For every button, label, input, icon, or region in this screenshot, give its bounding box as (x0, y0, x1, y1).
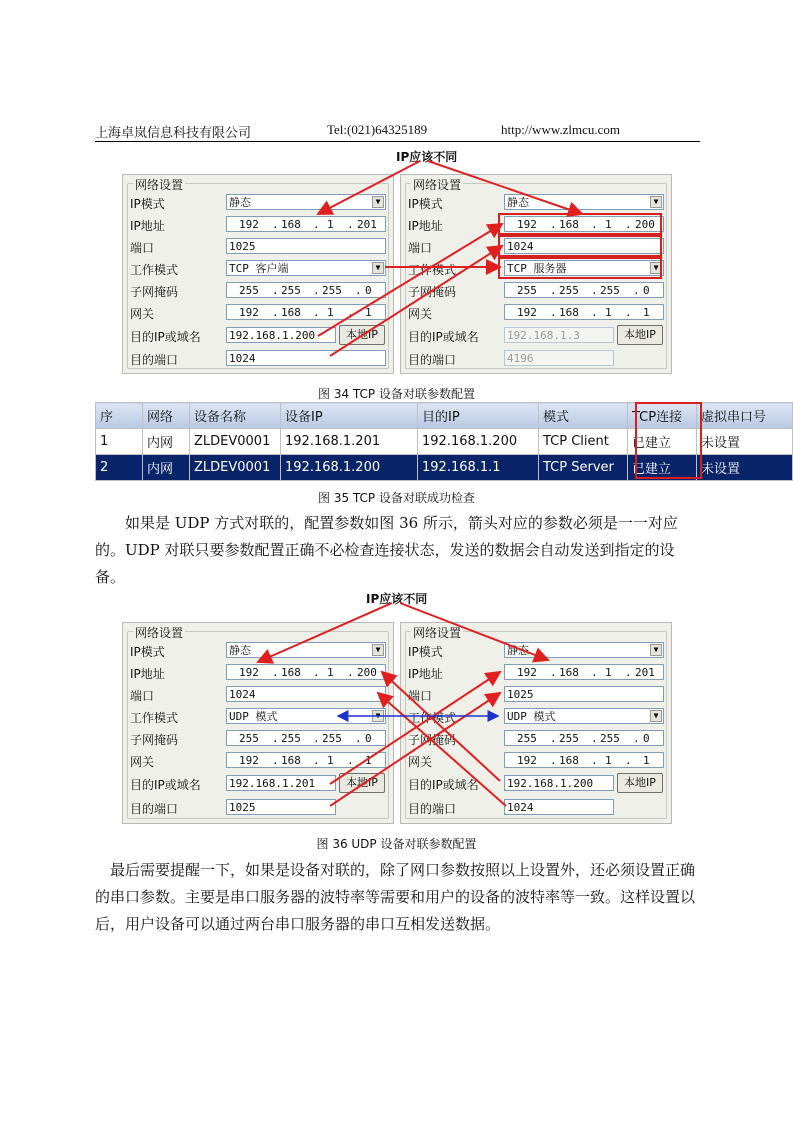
dest-ip-field[interactable]: 192.168.1.200 (226, 327, 336, 343)
label-work-mode: 工作模式 (408, 711, 457, 725)
label-port: 端口 (408, 241, 433, 255)
label-ip-address: IP地址 (408, 667, 443, 681)
label-ip-mode: IP模式 (130, 645, 165, 659)
label-subnet: 子网掩码 (130, 285, 179, 299)
cell: 未设置 (697, 455, 793, 481)
dest-ip-field[interactable]: 192.168.1.200 (504, 775, 614, 791)
label-dest-ip: 目的IP或域名 (408, 330, 479, 344)
gateway-field[interactable]: 192 . 168 . 1 . 1 (504, 304, 664, 320)
page-header (95, 121, 700, 142)
cell: ZLDEV0001 (190, 455, 281, 481)
port-field[interactable]: 1024 (226, 686, 386, 702)
label-port: 端口 (408, 689, 433, 703)
col-header[interactable]: 目的IP (418, 403, 539, 429)
paragraph: 最后需要提醒一下，如果是设备对联的，除了网口参数按照以上设置外，还必须设置正确的串口参数。主要是串口服务器的波特率等需要和用户的设备的波特率等一致。这样设置以后，用户设备可以通过两台串口服务器的串口互相发送数据。 (95, 861, 696, 933)
label-work-mode: 工作模式 (130, 263, 179, 277)
cell: TCP Client (539, 429, 628, 455)
ip-address-field[interactable]: 192 . 168 . 1 . 200 (504, 216, 664, 232)
label-dest-ip: 目的IP或域名 (130, 778, 201, 792)
label-work-mode: 工作模式 (130, 711, 179, 725)
label-port: 端口 (130, 241, 155, 255)
label-subnet: 子网掩码 (408, 285, 457, 299)
chevron-down-icon[interactable]: ▼ (650, 196, 662, 208)
label-gateway: 网关 (130, 755, 155, 769)
cell: 已建立 (628, 429, 697, 455)
cell: 内网 (143, 455, 190, 481)
col-header[interactable]: TCP连接 (628, 403, 697, 429)
col-header[interactable]: 网络 (143, 403, 190, 429)
cell: 1 (96, 429, 143, 455)
ip-mode-select[interactable]: 静态 ▼ (226, 194, 386, 210)
figure-caption: 图 36 UDP 设备对联参数配置 (316, 837, 477, 851)
highlight-box (498, 213, 662, 235)
header-tel: Tel:(021)64325189 (327, 122, 428, 137)
figure-caption: 图 34 TCP 设备对联参数配置 (318, 387, 475, 401)
subnet-field[interactable]: 255 . 255 . 255 . 0 (504, 282, 664, 298)
port-field[interactable]: 1025 (226, 238, 386, 254)
label-gateway: 网关 (130, 307, 155, 321)
dest-ip-field: 192.168.1.3 (504, 327, 614, 343)
cell: 内网 (143, 429, 190, 455)
ip-address-field[interactable]: 192 . 168 . 1 . 201 (504, 664, 664, 680)
group-legend: 网络设置 (135, 626, 184, 640)
gateway-field[interactable]: 192 . 168 . 1 . 1 (226, 752, 386, 768)
label-ip-address: IP地址 (408, 219, 443, 233)
header-company: 上海卓岚信息科技有限公司 (95, 126, 252, 141)
gateway-field[interactable]: 192 . 168 . 1 . 1 (226, 304, 386, 320)
label-subnet: 子网掩码 (130, 733, 179, 747)
label-dest-port: 目的端口 (130, 802, 179, 816)
label-dest-port: 目的端口 (408, 802, 457, 816)
col-header[interactable]: 虚拟串口号 (697, 403, 793, 429)
ip-address-field[interactable]: 192 . 168 . 1 . 201 (226, 216, 386, 232)
work-mode-select[interactable]: UDP 模式 ▼ (504, 708, 664, 724)
label-ip-mode: IP模式 (408, 197, 443, 211)
cell: 192.168.1.200 (418, 429, 539, 455)
cell: 未设置 (697, 429, 793, 455)
dest-port-field[interactable]: 1024 (504, 799, 614, 815)
cell: ZLDEV0001 (190, 429, 281, 455)
annotation-ip-differs: IP应该不同 (366, 592, 428, 606)
fig36-left-panel (122, 622, 394, 824)
col-header[interactable]: 设备IP (281, 403, 418, 429)
local-ip-button[interactable]: 本地IP (339, 773, 385, 793)
chevron-down-icon[interactable]: ▼ (372, 262, 384, 274)
local-ip-button[interactable]: 本地IP (339, 325, 385, 345)
fig34-left-panel (122, 174, 394, 374)
cell: 2 (96, 455, 143, 481)
chevron-down-icon[interactable]: ▼ (650, 262, 662, 274)
fig36-right-panel (400, 622, 672, 824)
work-mode-select[interactable]: UDP 模式 ▼ (226, 708, 386, 724)
dest-port-field[interactable]: 1024 (226, 350, 386, 366)
cell: 192.168.1.200 (281, 455, 418, 481)
label-gateway: 网关 (408, 755, 433, 769)
annotation-ip-differs: IP应该不同 (396, 150, 458, 164)
cell: 192.168.1.201 (281, 429, 418, 455)
subnet-field[interactable]: 255 . 255 . 255 . 0 (226, 282, 386, 298)
label-ip-mode: IP模式 (130, 197, 165, 211)
label-dest-port: 目的端口 (408, 353, 457, 367)
cell: 192.168.1.1 (418, 455, 539, 481)
label-dest-ip: 目的IP或域名 (130, 330, 201, 344)
label-dest-ip: 目的IP或域名 (408, 778, 479, 792)
label-dest-port: 目的端口 (130, 353, 179, 367)
label-work-mode: 工作模式 (408, 263, 457, 277)
col-header[interactable]: 模式 (539, 403, 628, 429)
label-gateway: 网关 (408, 307, 433, 321)
chevron-down-icon[interactable]: ▼ (650, 644, 662, 656)
port-field[interactable]: 1024 (504, 238, 664, 254)
group-legend: 网络设置 (413, 626, 462, 640)
chevron-down-icon[interactable]: ▼ (372, 644, 384, 656)
highlight-box (498, 235, 662, 257)
dest-port-field: 4196 (504, 350, 614, 366)
subnet-field[interactable]: 255 . 255 . 255 . 0 (504, 730, 664, 746)
col-header[interactable]: 序 (96, 403, 143, 429)
cell: TCP Server (539, 455, 628, 481)
label-port: 端口 (130, 689, 155, 703)
highlight-box (498, 257, 662, 279)
subnet-field[interactable]: 255 . 255 . 255 . 0 (226, 730, 386, 746)
port-field[interactable]: 1025 (504, 686, 664, 702)
cell: 已建立 (628, 455, 697, 481)
work-mode-select[interactable]: TCP 服务器 ▼ (504, 260, 664, 276)
chevron-down-icon[interactable]: ▼ (372, 196, 384, 208)
label-ip-address: IP地址 (130, 667, 165, 681)
work-mode-select[interactable]: TCP 客户端 ▼ (226, 260, 386, 276)
ip-mode-select[interactable]: 静态 ▼ (504, 194, 664, 210)
group-legend: 网络设置 (135, 178, 184, 192)
local-ip-button[interactable]: 本地IP (617, 325, 663, 345)
chevron-down-icon[interactable]: ▼ (372, 710, 384, 722)
local-ip-button[interactable]: 本地IP (617, 773, 663, 793)
chevron-down-icon[interactable]: ▼ (650, 710, 662, 722)
dest-port-field[interactable]: 1025 (226, 799, 336, 815)
gateway-field[interactable]: 192 . 168 . 1 . 1 (504, 752, 664, 768)
label-ip-address: IP地址 (130, 219, 165, 233)
tcp-connection-highlight (635, 402, 702, 479)
label-subnet: 子网掩码 (408, 733, 457, 747)
ip-address-field[interactable]: 192 . 168 . 1 . 200 (226, 664, 386, 680)
figure-caption: 图 35 TCP 设备对联成功检查 (318, 491, 475, 505)
header-url: http://www.zlmcu.com (501, 122, 621, 137)
label-ip-mode: IP模式 (408, 645, 443, 659)
dest-ip-field[interactable]: 192.168.1.201 (226, 775, 336, 791)
ip-mode-select[interactable]: 静态 ▼ (226, 642, 386, 658)
group-legend: 网络设置 (413, 178, 462, 192)
ip-mode-select[interactable]: 静态 ▼ (504, 642, 664, 658)
paragraph: 如果是 UDP 方式对联的，配置参数如图 36 所示，箭头对应的参数必须是一一对应的。UDP 对联只要参数配置正确不必检查连接状态，发送的数据会自动发送到指定的设备。 (95, 514, 678, 586)
col-header[interactable]: 设备名称 (190, 403, 281, 429)
